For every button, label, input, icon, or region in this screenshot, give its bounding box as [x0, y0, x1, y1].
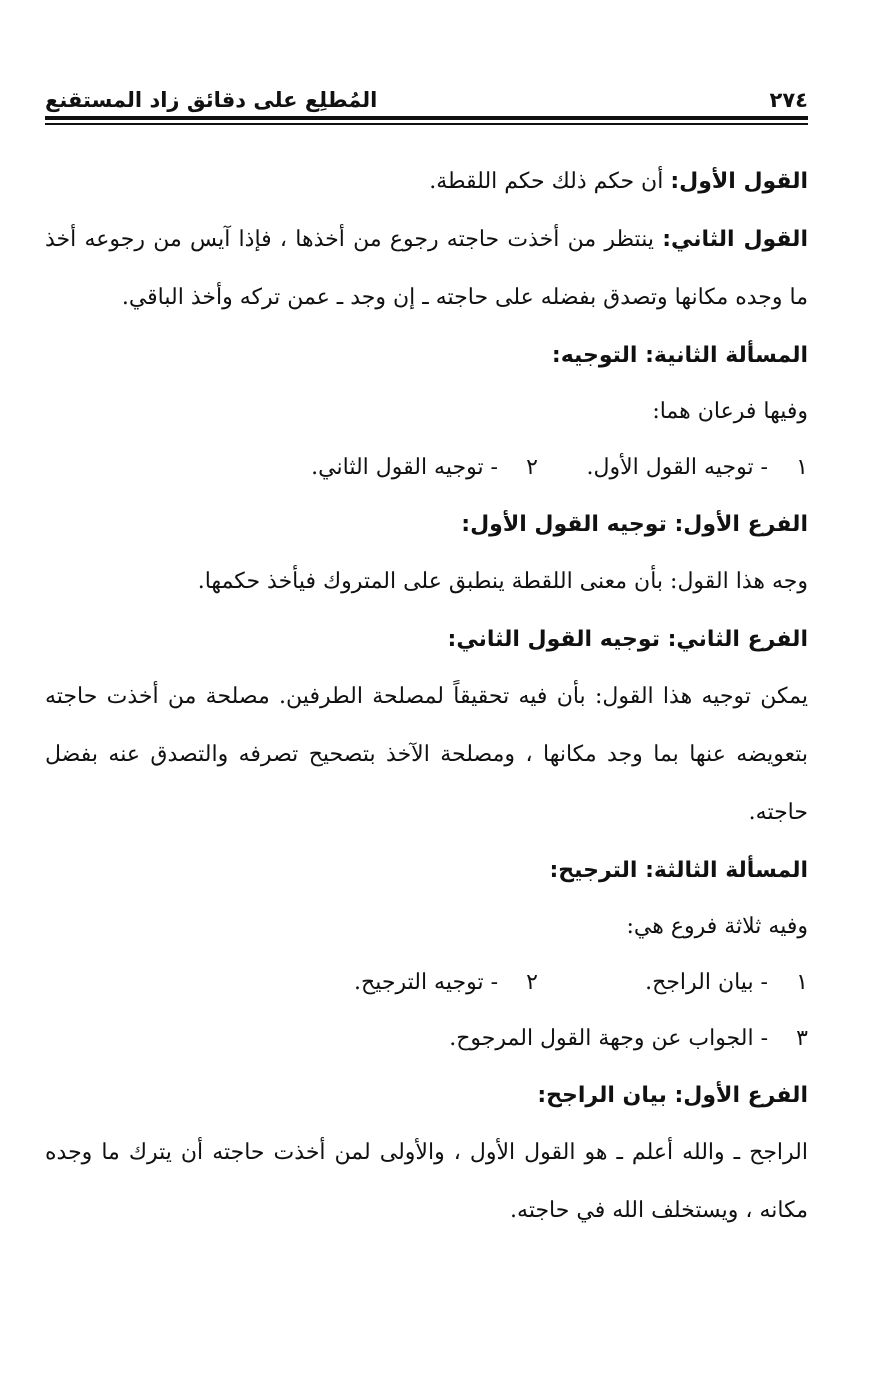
paragraph-preferred-opinion: الراجح ـ والله أعلم ـ هو القول الأول ، والأولى لمن أخذت حاجته أن يترك ما وجده مكانه ، ويستخلف الله في حاجته.: [45, 1139, 808, 1223]
list-item-number: ٣: [796, 1025, 808, 1051]
page-number: ٢٧٤: [769, 88, 808, 112]
issue-three-list-row-2: [45, 1011, 808, 1067]
list-item-number: ١: [796, 969, 808, 995]
paragraph-branch-one: وجه هذا القول: بأن معنى اللقطة ينطبق على المتروك فيأخذ حكمها.: [197, 568, 808, 594]
paragraph-second-opinion: [45, 211, 808, 327]
list-item-text: - توجيه الترجيح.: [354, 969, 498, 995]
second-opinion-text: ينتظر من أخذت حاجته رجوع من أخذها ، فإذا آيس من رجوعه أخذ ما وجده مكانها وتصدق بفضله على حاجته ـ إن وجد ـ عمن تركه وأخذ الباقي.: [45, 226, 808, 310]
list-item: [538, 440, 808, 496]
heading-branch-two: الفرع الثاني: توجيه القول الثاني:: [447, 626, 808, 652]
list-item-text: - توجيه القول الأول.: [586, 454, 768, 480]
list-item-text: - الجواب عن وجهة القول المرجوح.: [449, 1025, 768, 1051]
list-item-number: ٢: [526, 454, 538, 480]
page-content: [45, 153, 808, 1240]
heading-issue-two: المسألة الثانية: التوجيه:: [551, 342, 808, 368]
list-item: [449, 1011, 808, 1067]
list-item: [538, 955, 808, 1011]
list-item-number: ٢: [526, 969, 538, 995]
heading-branch-one: الفرع الأول: توجيه القول الأول:: [461, 511, 808, 537]
list-item-text: - بيان الراجح.: [645, 969, 768, 995]
header-rule-thick: [45, 116, 808, 120]
paragraph-branch-two: يمكن توجيه هذا القول: بأن فيه تحقيقاً لمصلحة الطرفين. مصلحة من أخذت حاجته بتعويضه عنها بما وجد مكانها ، ومصلحة الآخذ بتصحيح تصرفه والتصدق عنه بفضل حاجته.: [45, 683, 808, 825]
issue-three-intro: وفيه ثلاثة فروع هي:: [626, 913, 808, 939]
first-opinion-label: القول الأول:: [670, 168, 808, 194]
list-item: [311, 440, 538, 496]
book-page: [45, 70, 808, 1240]
paragraph-first-opinion: [45, 153, 808, 211]
issue-two-intro: وفيها فرعان هما:: [652, 398, 808, 424]
book-title: المُطلِع على دقائق زاد المستقنع: [45, 88, 378, 112]
list-item-text: - توجيه القول الثاني.: [311, 454, 498, 480]
issue-two-list: [45, 440, 808, 496]
heading-preferred-opinion: الفرع الأول: بيان الراجح:: [537, 1082, 808, 1108]
issue-three-list: [45, 955, 808, 1011]
first-opinion-text: أن حكم ذلك حكم اللقطة.: [429, 168, 671, 194]
second-opinion-label: القول الثاني:: [662, 226, 808, 252]
list-item-number: ١: [796, 454, 808, 480]
list-item: [354, 955, 538, 1011]
running-header: [45, 70, 808, 112]
header-rule-thin: [45, 123, 808, 125]
heading-issue-three: المسألة الثالثة: الترجيح:: [549, 857, 808, 883]
